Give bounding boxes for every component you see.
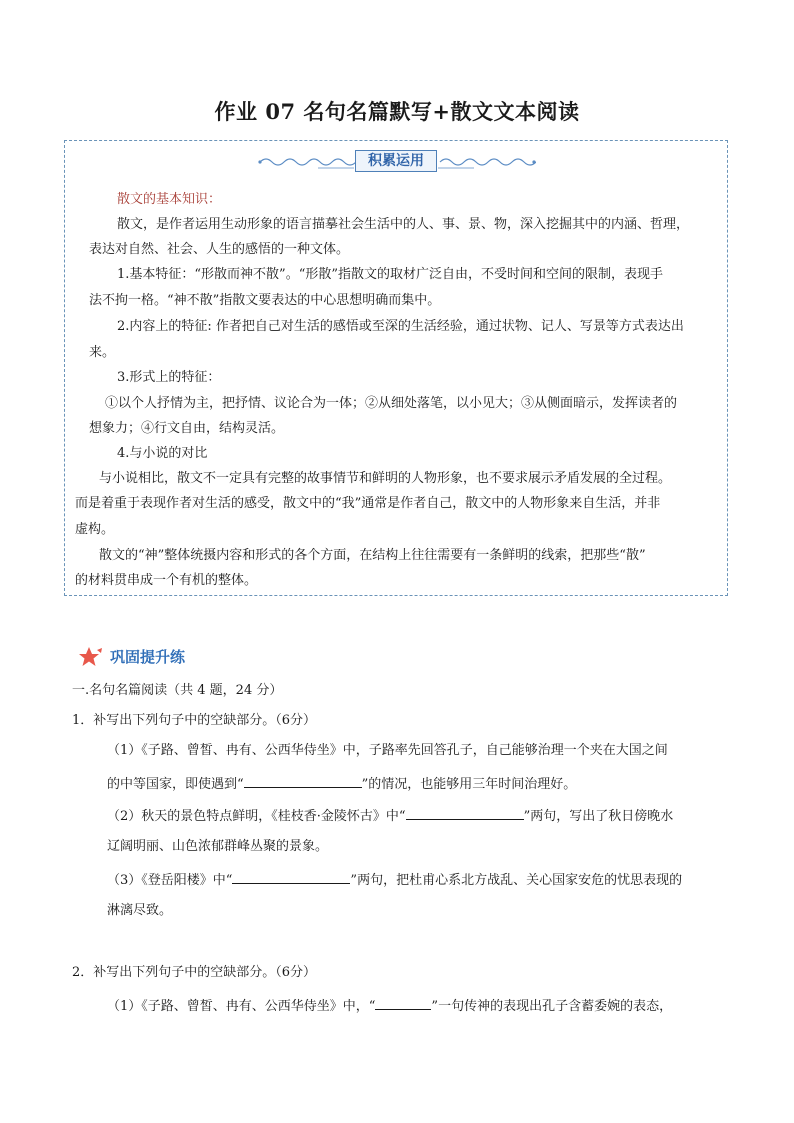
box-line: 的材料贯串成一个有机的整体。 bbox=[75, 573, 258, 588]
box-line: 与小说相比，散文不一定具有完整的故事情节和鲜明的人物形象，也不要求展示矛盾发展的全过程。 bbox=[99, 471, 672, 486]
answer-blank[interactable] bbox=[244, 774, 362, 788]
box-line: 1.基本特征：“形散而神不散”。“形散”指散文的取材广泛自由，不受时间和空间的限制，表现手 bbox=[117, 267, 663, 282]
box-line: 虚构。 bbox=[75, 522, 115, 537]
text: （1）《子路、曾皙、冉有、公西华侍坐》中，“ bbox=[107, 999, 376, 1014]
box-line: 想象力；④行文自由，结构灵活。 bbox=[89, 421, 285, 436]
box-line: 来。 bbox=[89, 345, 116, 360]
answer-blank[interactable] bbox=[406, 806, 524, 820]
box-line: 散文的“神”整体统摄内容和形式的各个方面，在结构上往往需要有一条鲜明的线索，把那些“散” bbox=[99, 548, 646, 563]
answer-blank[interactable] bbox=[375, 996, 431, 1010]
text: ”的情况，也能够用三年时间治理好。 bbox=[361, 777, 577, 792]
box-line: 4.与小说的对比 bbox=[117, 446, 208, 461]
text: （2）秋天的景色特点鲜明，《桂枝香·金陵怀古》中“ bbox=[107, 809, 406, 824]
box-line: 而是着重于表现作者对生活的感受，散文中的“我”通常是作者自己，散文中的人物形象来自生活，并非 bbox=[75, 496, 661, 511]
part-heading: 一.名句名篇阅读（共 4 题，24 分） bbox=[72, 683, 283, 698]
text: 的中等国家，即使遇到“ bbox=[107, 777, 244, 792]
box-heading: 散文的基本知识： bbox=[117, 192, 222, 207]
text: ”两句，写出了秋日傍晚水 bbox=[523, 809, 674, 824]
knowledge-box bbox=[64, 140, 728, 596]
box-line: 散文，是作者运用生动形象的语言描摹社会生活中的人、事、景、物，深入挖掘其中的内涵、哲理， bbox=[117, 217, 690, 232]
banner-label: 积累运用 bbox=[355, 150, 437, 172]
star-icon bbox=[78, 646, 106, 668]
q1-item-3-cont: 淋漓尽致。 bbox=[107, 903, 173, 918]
box-line: 2.内容上的特征: 作者把自己对生活的感悟或至深的生活经验，通过状物、记人、写景等方式表达出 bbox=[117, 319, 684, 334]
q1-item-2-cont: 辽阔明丽、山色浓郁群峰丛聚的景象。 bbox=[107, 839, 329, 854]
text: ”两句，把杜甫心系北方战乱、关心国家安危的忧思表现的 bbox=[350, 873, 683, 888]
question-1-stem: 1．补写出下列句子中的空缺部分。（6分） bbox=[72, 713, 317, 728]
q1-item-2 bbox=[107, 806, 673, 825]
text: （3）《登岳阳楼》中“ bbox=[107, 873, 233, 888]
box-line: 3.形式上的特征： bbox=[117, 370, 221, 385]
box-line: 表达对自然、社会、人生的感悟的一种文体。 bbox=[89, 242, 350, 257]
q2-item-1 bbox=[107, 996, 672, 1015]
question-2-stem: 2．补写出下列句子中的空缺部分。（6分） bbox=[72, 965, 317, 980]
section-title: 巩固提升练 bbox=[110, 648, 186, 666]
text: ”一句传神的表现出孔子含蓄委婉的表态， bbox=[431, 999, 673, 1014]
q1-item-1-cont bbox=[107, 774, 576, 793]
box-line: 法不拘一格。“神不散”指散文要表达的中心思想明确而集中。 bbox=[89, 293, 441, 308]
answer-blank[interactable] bbox=[232, 870, 350, 884]
banner bbox=[258, 147, 536, 175]
page-title: 作业 07 名句名篇默写+散文文本阅读 bbox=[214, 99, 580, 124]
q1-item-1: （1）《子路、曾皙、冉有、公西华侍坐》中，子路率先回答孔子，自己能够治理一个夹在大国之间 bbox=[107, 743, 668, 758]
box-line: ①以个人抒情为主，把抒情、议论合为一体；②从细处落笔，以小见大；③从侧面暗示，发挥读者的 bbox=[105, 396, 678, 411]
q1-item-3 bbox=[107, 870, 682, 889]
